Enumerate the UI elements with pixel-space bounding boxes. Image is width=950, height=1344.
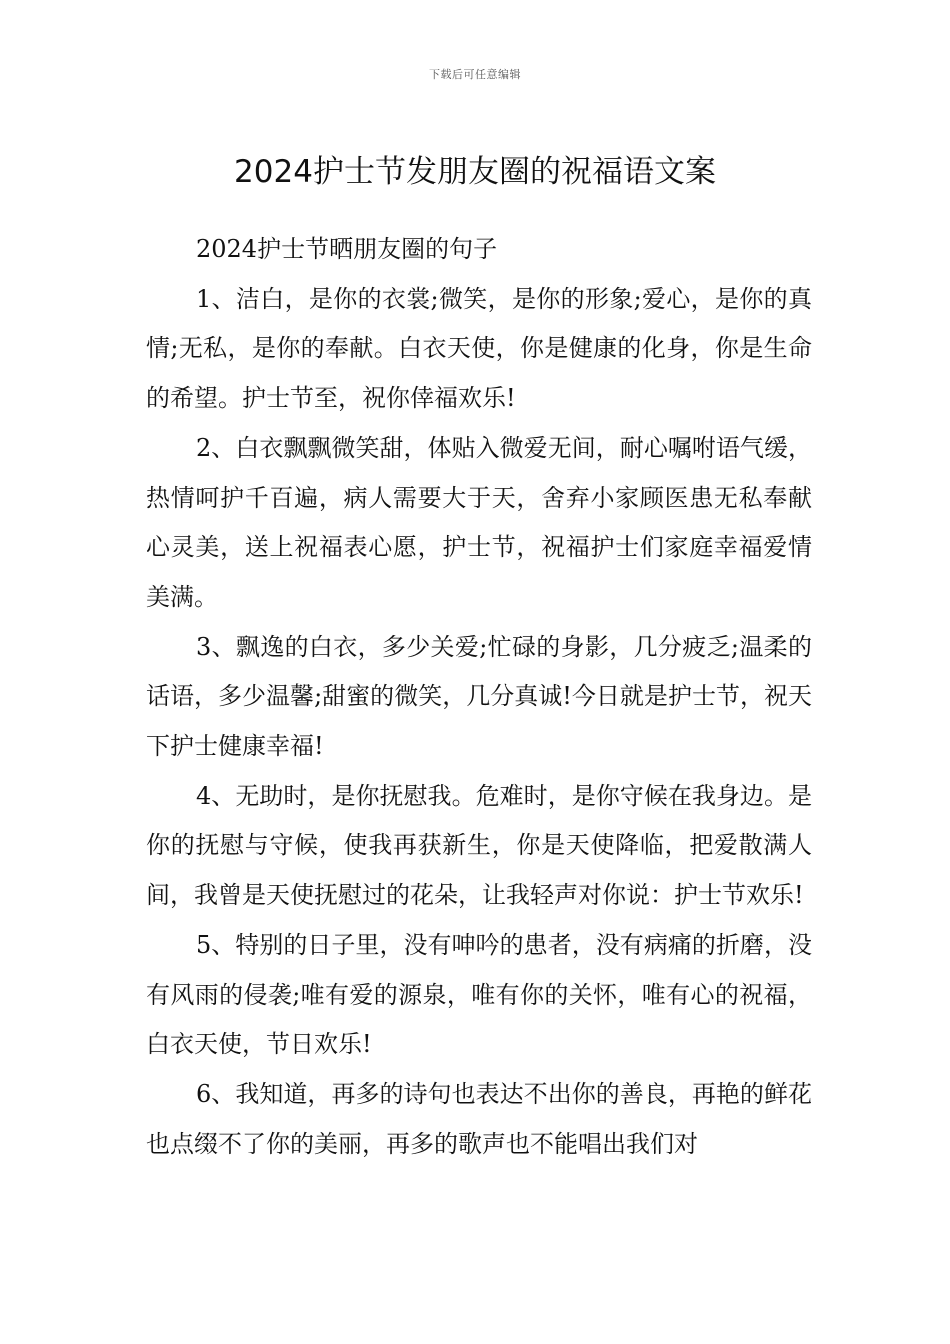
paragraph-2: 2、白衣飘飘微笑甜，体贴入微爱无间，耐心嘱咐语气缓，热情呵护千百遍，病人需要大于天，舍弃小家顾医患无私奉献心灵美，送上祝福表心愿，护士节，祝福护士们家庭幸福爱情美满。	[146, 433, 812, 611]
subheading: 2024护士节晒朋友圈的句子	[196, 235, 498, 263]
document-title: 2024护士节发朋友圈的祝福语文案	[234, 153, 716, 190]
paragraph-3: 3、飘逸的白衣，多少关爱;忙碌的身影，几分疲乏;温柔的话语，多少温馨;甜蜜的微笑，几分真诚!今日就是护士节，祝天下护士健康幸福!	[146, 632, 812, 761]
document-body	[146, 225, 812, 1169]
paragraph-6: 6、我知道，再多的诗句也表达不出你的善良，再艳的鲜花也点缀不了你的美丽，再多的歌声也不能唱出我们对	[146, 1079, 812, 1158]
paragraph-4: 4、无助时，是你抚慰我。危难时，是你守候在我身边。是你的抚慰与守候，使我再获新生，你是天使降临，把爱散满人间，我曾是天使抚慰过的花朵，让我轻声对你说：护士节欢乐!	[146, 781, 812, 910]
header-note: 下载后可任意编辑	[429, 68, 521, 81]
paragraph-1: 1、洁白，是你的衣裳;微笑，是你的形象;爱心，是你的真情;无私，是你的奉献。白衣天使，你是健康的化身，你是生命的希望。护士节至，祝你倖福欢乐!	[146, 284, 812, 413]
paragraph-5: 5、特别的日子里，没有呻吟的患者，没有病痛的折磨，没有风雨的侵袭;唯有爱的源泉，唯有你的关怀，唯有心的祝福，白衣天使，节日欢乐!	[146, 930, 812, 1059]
